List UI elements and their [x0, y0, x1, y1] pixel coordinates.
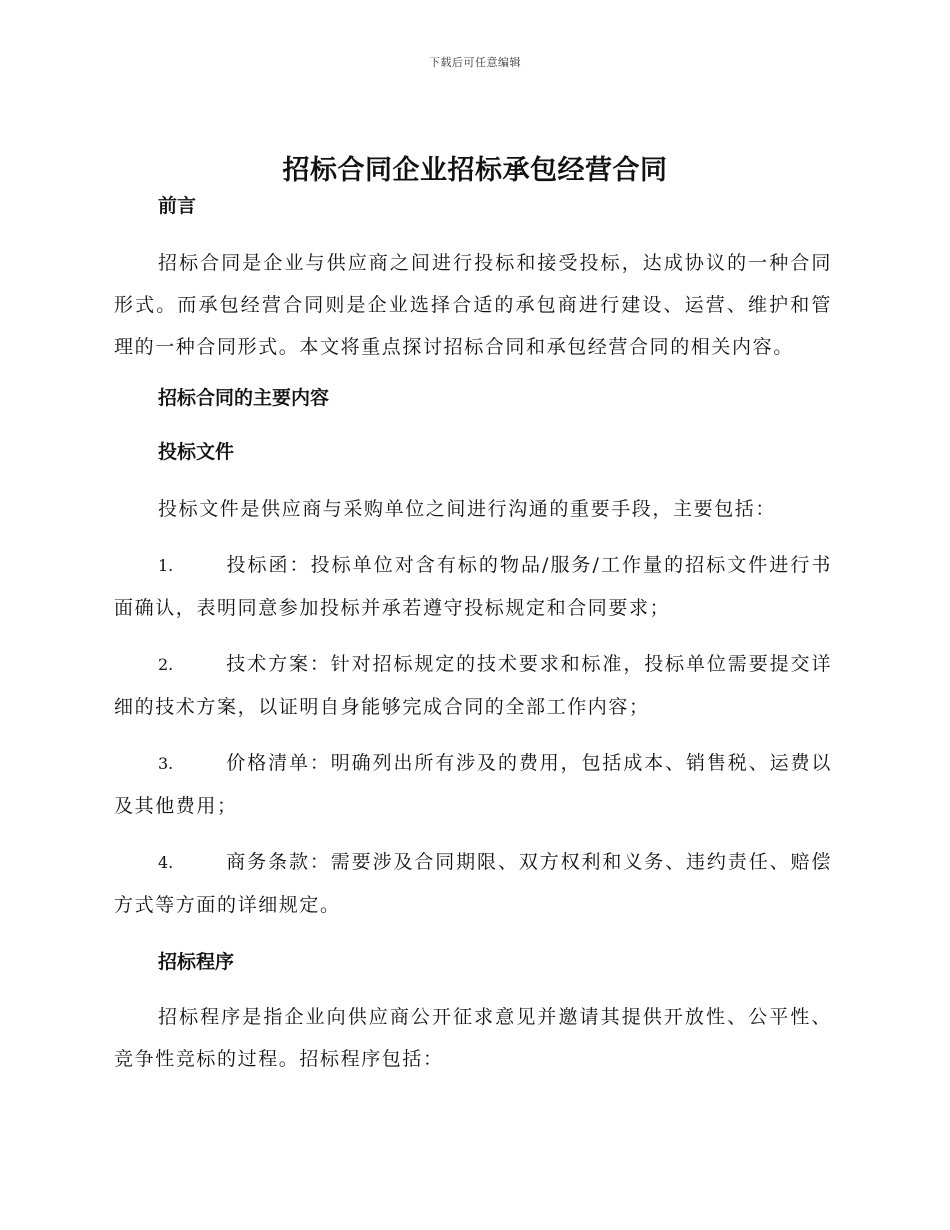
list-item-number: 2.: [158, 655, 174, 674]
document-title: 招标合同企业招标承包经营合同: [282, 155, 668, 186]
procedure-paragraph: 招标程序是指企业向供应商公开征求意见并邀请其提供开放性、公平性、竞争性竞标的过程。招标程序包括：: [114, 1006, 832, 1070]
main-content-heading: 招标合同的主要内容: [158, 387, 330, 409]
list-item-number: 3.: [158, 754, 174, 773]
bid-documents-heading: 投标文件: [158, 441, 235, 463]
list-item: [114, 742, 832, 827]
procedure-heading: 招标程序: [158, 951, 235, 973]
preface-heading: 前言: [158, 195, 197, 217]
list-item-text: 技术方案：针对招标规定的技术要求和标准，投标单位需要提交详细的技术方案，以证明自身能够完成合同的全部工作内容；: [114, 653, 832, 718]
list-item-text: 投标函：投标单位对含有标的物品/服务/工作量的招标文件进行书面确认，表明同意参加投标并承若遵守投标规定和合同要求；: [114, 554, 832, 619]
document-body: [114, 190, 832, 1080]
list-item-number: 1.: [158, 556, 174, 575]
preface-paragraph: 招标合同是企业与供应商之间进行投标和接受投标，达成协议的一种合同形式。而承包经营合同则是企业选择合适的承包商进行建设、运营、维护和管理的一种合同形式。本文将重点探讨招标合同和承包经营合同的相关内容。: [114, 252, 832, 358]
list-item: [114, 544, 832, 629]
list-item: [114, 841, 832, 926]
header-note: 下载后可任意编辑: [429, 56, 521, 69]
list-item: [114, 643, 832, 728]
list-item-number: 4.: [158, 853, 174, 872]
list-item-text: 商务条款：需要涉及合同期限、双方权利和义务、违约责任、赔偿方式等方面的详细规定。: [114, 851, 832, 916]
bid-documents-intro: 投标文件是供应商与采购单位之间进行沟通的重要手段，主要包括：: [158, 498, 777, 520]
list-item-text: 价格清单：明确列出所有涉及的费用，包括成本、销售税、运费以及其他费用；: [114, 752, 832, 817]
